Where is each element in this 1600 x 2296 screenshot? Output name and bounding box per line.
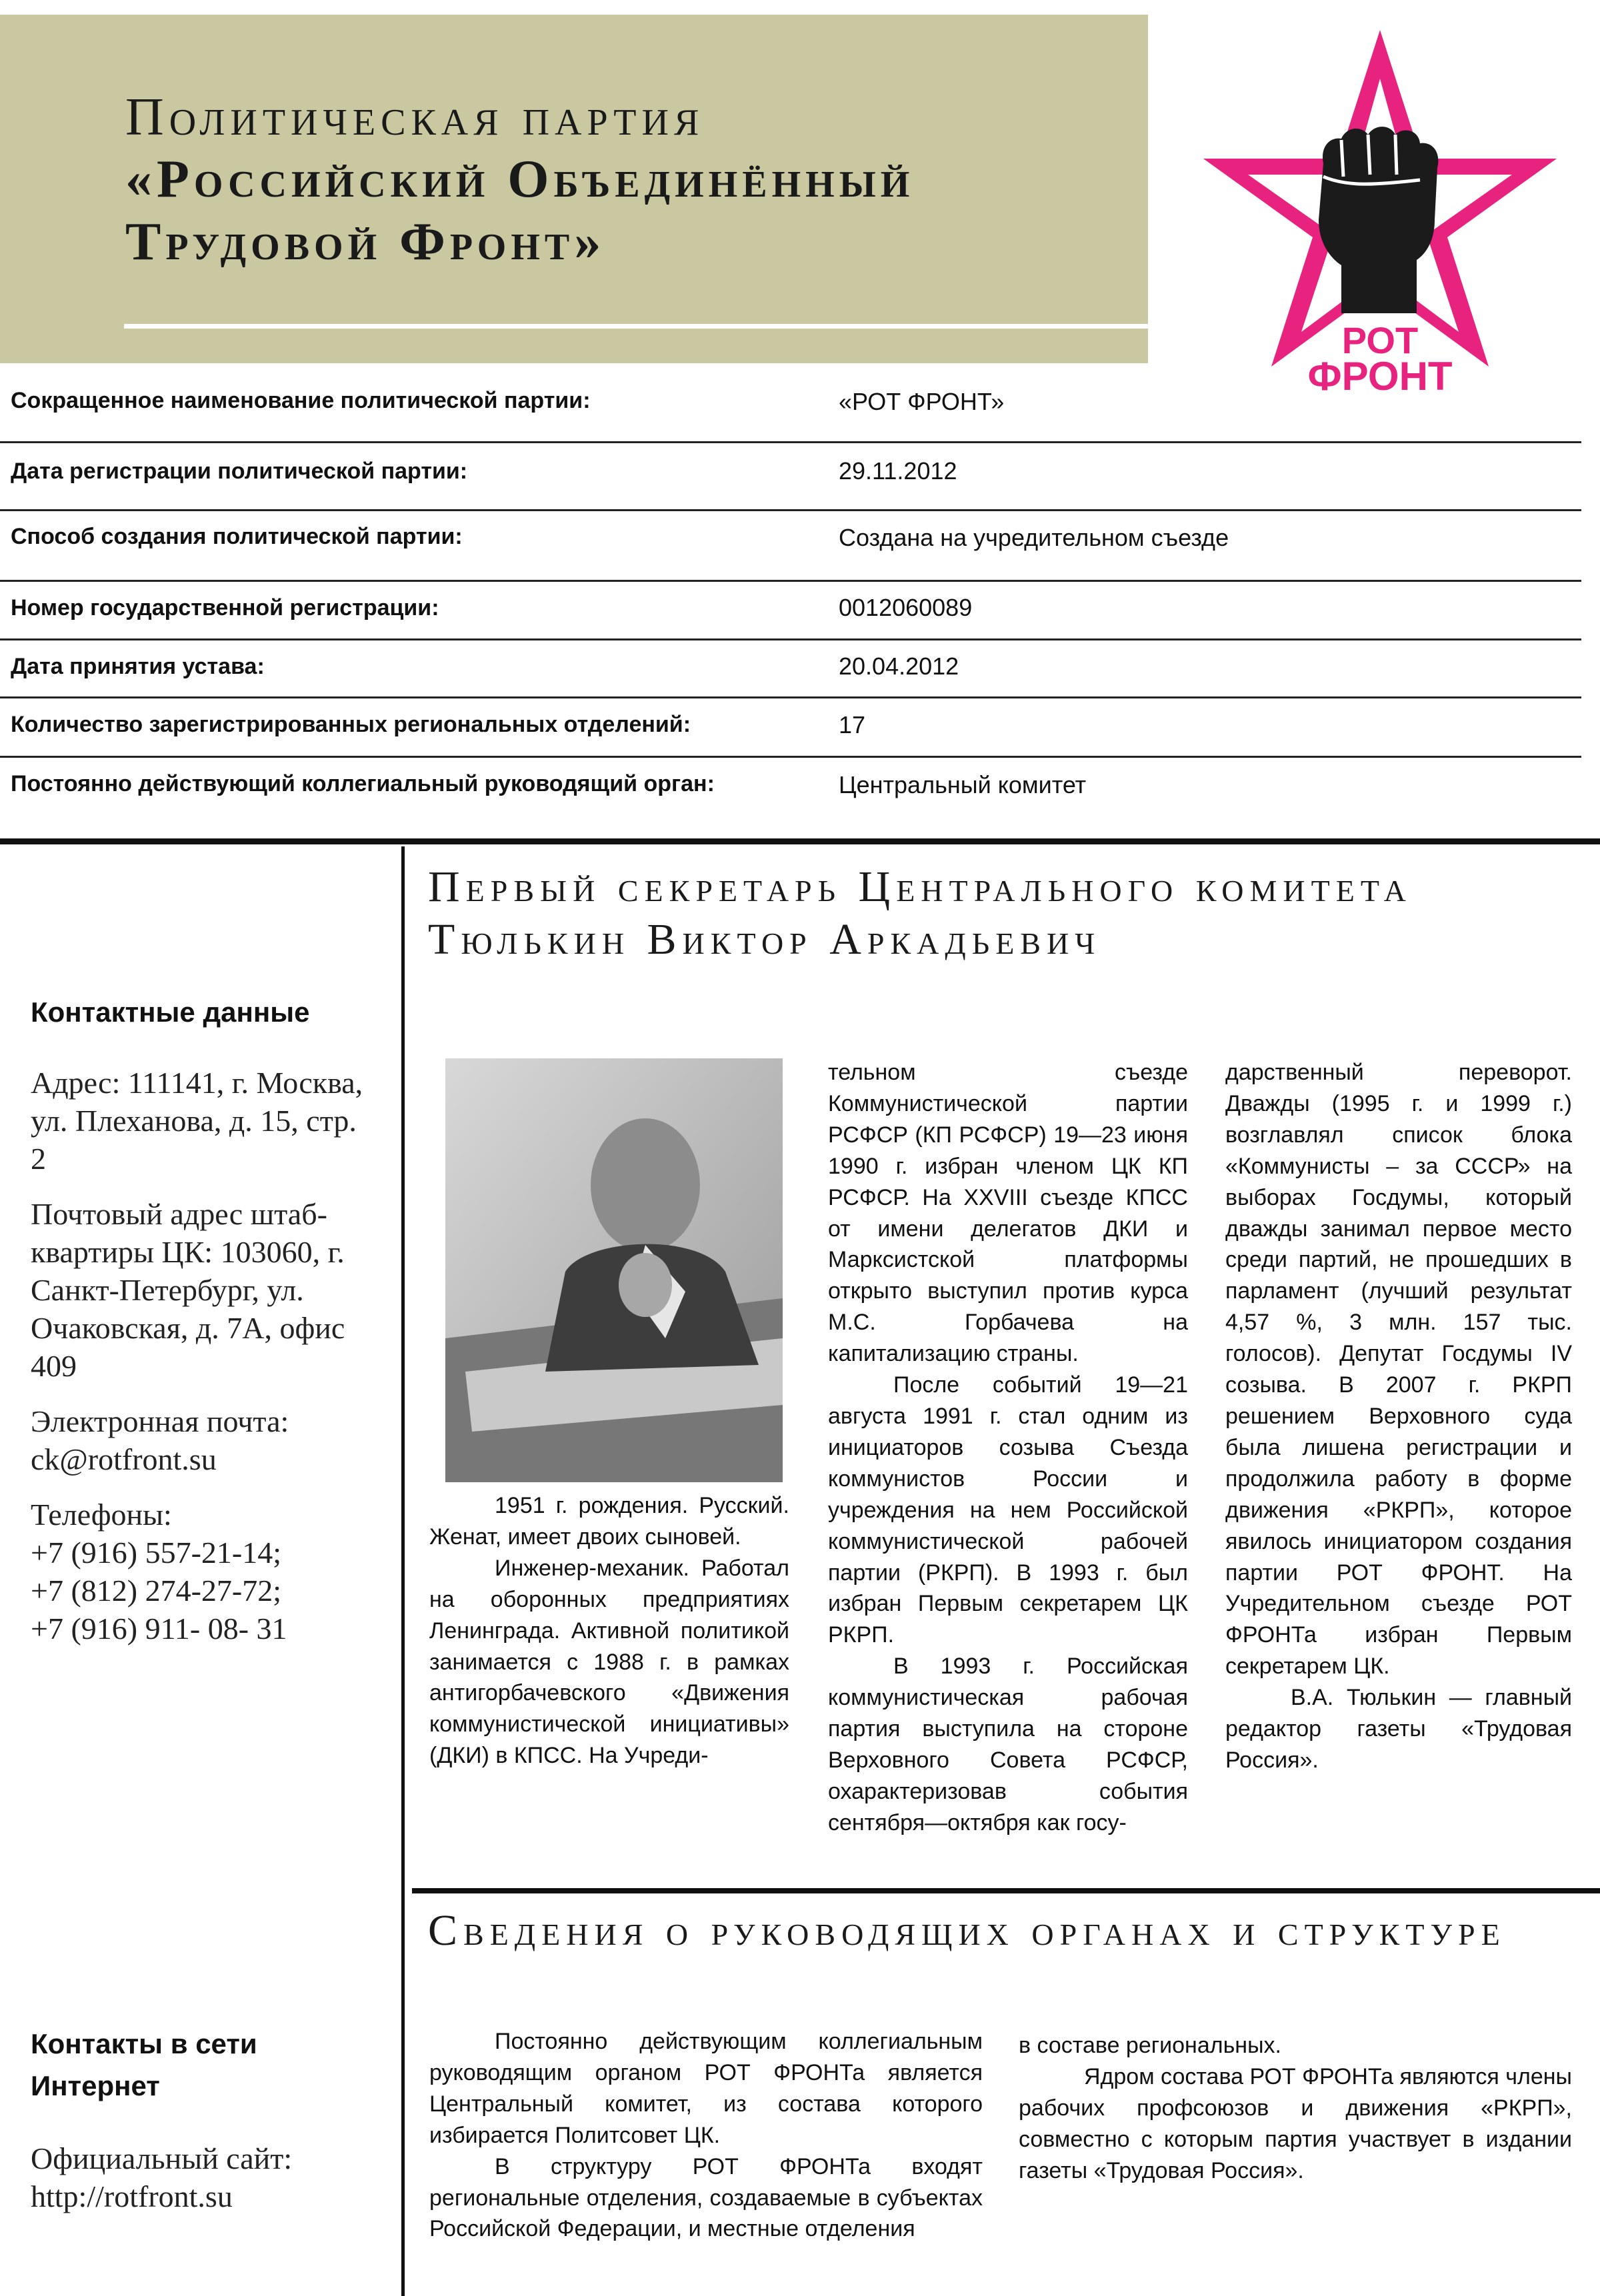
info-label: Постоянно действующий коллегиальный руководящий орган:: [11, 771, 715, 796]
info-divider: [0, 756, 1581, 758]
structure-paragraph: в составе региональных.: [1019, 2033, 1281, 2058]
info-divider: [0, 580, 1581, 582]
contact-phones-label: Телефоны:: [31, 1498, 172, 1532]
bio-paragraph: После событий 19—21 августа 1991 г. стал одним из инициаторов созыва Съезда коммунистов России и учреждения на нем Российской коммунистической рабочей партии (РКРП). В 1993 г. был избран Первым секретарем ЦК РКРП.: [828, 1372, 1188, 1648]
contact-email: Электронная почта: ck@rotfront.su: [31, 1404, 289, 1477]
info-divider: [0, 696, 1581, 698]
leader-photo: [445, 1058, 783, 1482]
contact-address: Адрес: 111141, г. Москва, ул. Плеханова, д. 15, стр. 2: [31, 1066, 363, 1176]
info-divider: [0, 509, 1581, 511]
leader-name: Тюлькин Виктор Аркадьевич: [428, 915, 1101, 964]
party-title-line1: Политическая партия: [125, 88, 705, 147]
leader-bio-column-1: [429, 1490, 789, 1771]
info-value: «РОТ ФРОНТ»: [839, 388, 1005, 415]
leader-bio-column-2: [828, 1057, 1188, 1839]
info-label: Номер государственной регистрации:: [11, 595, 439, 620]
leader-bio-column-3: [1225, 1057, 1572, 1776]
bio-paragraph: тельном съезде Коммунистической партии РСФСР (КП РСФСР) 19—23 июня 1990 г. избран членом ЦК КП РСФСР. На XXVIII съезде КПСС от имени делегатов ДКИ и Марксистской платформы открыто выступил против курса М.С. Горбачева на капитализацию страны.: [828, 1060, 1188, 1367]
info-value: Центральный комитет: [839, 771, 1087, 798]
info-label: Способ создания политической партии:: [11, 524, 463, 549]
bio-paragraph: дарственный переворот. Дважды (1995 г. и 1999 г.) возглавлял список блока «Коммунисты – за СССР» на выборах Госдумы, который дважды занимал первое место среди партий, не прошедших в парламент (лучший результат 4,57 %, 3 млн. 157 тыс. голосов). Депутат Госдумы IV созыва. В 2007 г. РКРП решением Верховного суда была лишена регистрации и продолжила работу в форме движения «РКРП», которое явилось инициатором создания партии РОТ ФРОНТ. На Учредительном съезде РОТ ФРОНТа избран Первым секретарем ЦК.: [1225, 1060, 1572, 1680]
bio-paragraph: В.А. Тюлькин — главный редактор газеты «Трудовая Россия».: [1225, 1685, 1572, 1773]
info-label: Дата принятия устава:: [11, 654, 265, 679]
logo-text-top: РОТ: [1341, 319, 1419, 361]
info-label: Сокращенное наименование политической партии:: [11, 388, 591, 413]
bio-paragraph: Инженер-механик. Работал на оборонных предприятиях Ленинграда. Активной политикой занимается с 1988 г. в рамках антигорбачевского «Движения коммунистической инициативы» (ДКИ) в КПСС. На Учреди-: [429, 1555, 789, 1769]
info-divider: [0, 441, 1581, 443]
leader-section-title: [428, 864, 1588, 963]
structure-column-1: [429, 2026, 983, 2245]
logo-text-bottom: ФРОНТ: [1307, 354, 1453, 399]
party-title: [125, 87, 1139, 274]
official-site: Официальный сайт: http://rotfront.su: [31, 2141, 293, 2214]
info-value: 20.04.2012: [839, 652, 959, 680]
structure-section-title: Сведения о руководящих органах и структуре: [428, 1906, 1506, 1955]
contacts-heading: Контактные данные: [31, 996, 310, 1028]
contact-phone: +7 (916) 911- 08- 31: [31, 1612, 287, 1646]
section-divider: [412, 1888, 1600, 1893]
structure-column-2: [1019, 2030, 1572, 2187]
info-label: Количество зарегистрированных региональных отделений:: [11, 712, 691, 737]
info-label: Дата регистрации политической партии:: [11, 459, 468, 484]
party-title-line3: Трудовой Фронт»: [125, 213, 606, 272]
info-value: Создана на учредительном съезде: [839, 524, 1229, 551]
info-value: 29.11.2012: [839, 457, 957, 485]
info-divider: [0, 638, 1581, 640]
info-value: 17: [839, 711, 866, 738]
contact-phone: +7 (916) 557-21-14;: [31, 1536, 281, 1570]
bio-paragraph: В 1993 г. Российская коммунистическая рабочая партия выступила на стороне Верховного Совета РСФСР, охарактеризовав события сентября—октября как госу-: [828, 1654, 1188, 1835]
info-value: 0012060089: [839, 594, 973, 621]
website-block: [31, 2139, 377, 2233]
structure-paragraph: Ядром состава РОТ ФРОНТа являются члены рабочих профсоюзов и движения «РКРП», совместно с которым партия участвует в издании газеты «Трудовая Россия».: [1019, 2063, 1572, 2183]
bio-paragraph: 1951 г. рождения. Русский. Женат, имеет двоих сыновей.: [429, 1493, 789, 1550]
party-logo: [1187, 20, 1573, 407]
contact-phone: +7 (812) 274-27-72;: [31, 1574, 281, 1608]
section-divider: [0, 838, 1600, 844]
structure-paragraph: В структуру РОТ ФРОНТа входят региональные отделения, создаваемые в субъектах Российской Федерации, и местные отделения: [429, 2153, 983, 2242]
internet-heading: Контакты в сети Интернет: [31, 2028, 257, 2101]
party-title-line2: «Российский Объединённый: [125, 150, 915, 209]
contacts-block: [31, 1064, 377, 1648]
header-rule: [124, 324, 1148, 329]
sidebar-border: [401, 846, 405, 2296]
structure-paragraph: Постоянно действующим коллегиальным руководящим органом РОТ ФРОНТа является Центральный комитет, из состава которого избирается Политсовет ЦК.: [429, 2029, 983, 2148]
leader-position: Первый секретарь Центрального комитета: [428, 862, 1412, 911]
contact-postal-address: Почтовый адрес штаб-квартиры ЦК: 103060, г. Санкт-Петербург, ул. Очаковская, д. 7А, офис 409: [31, 1197, 345, 1384]
